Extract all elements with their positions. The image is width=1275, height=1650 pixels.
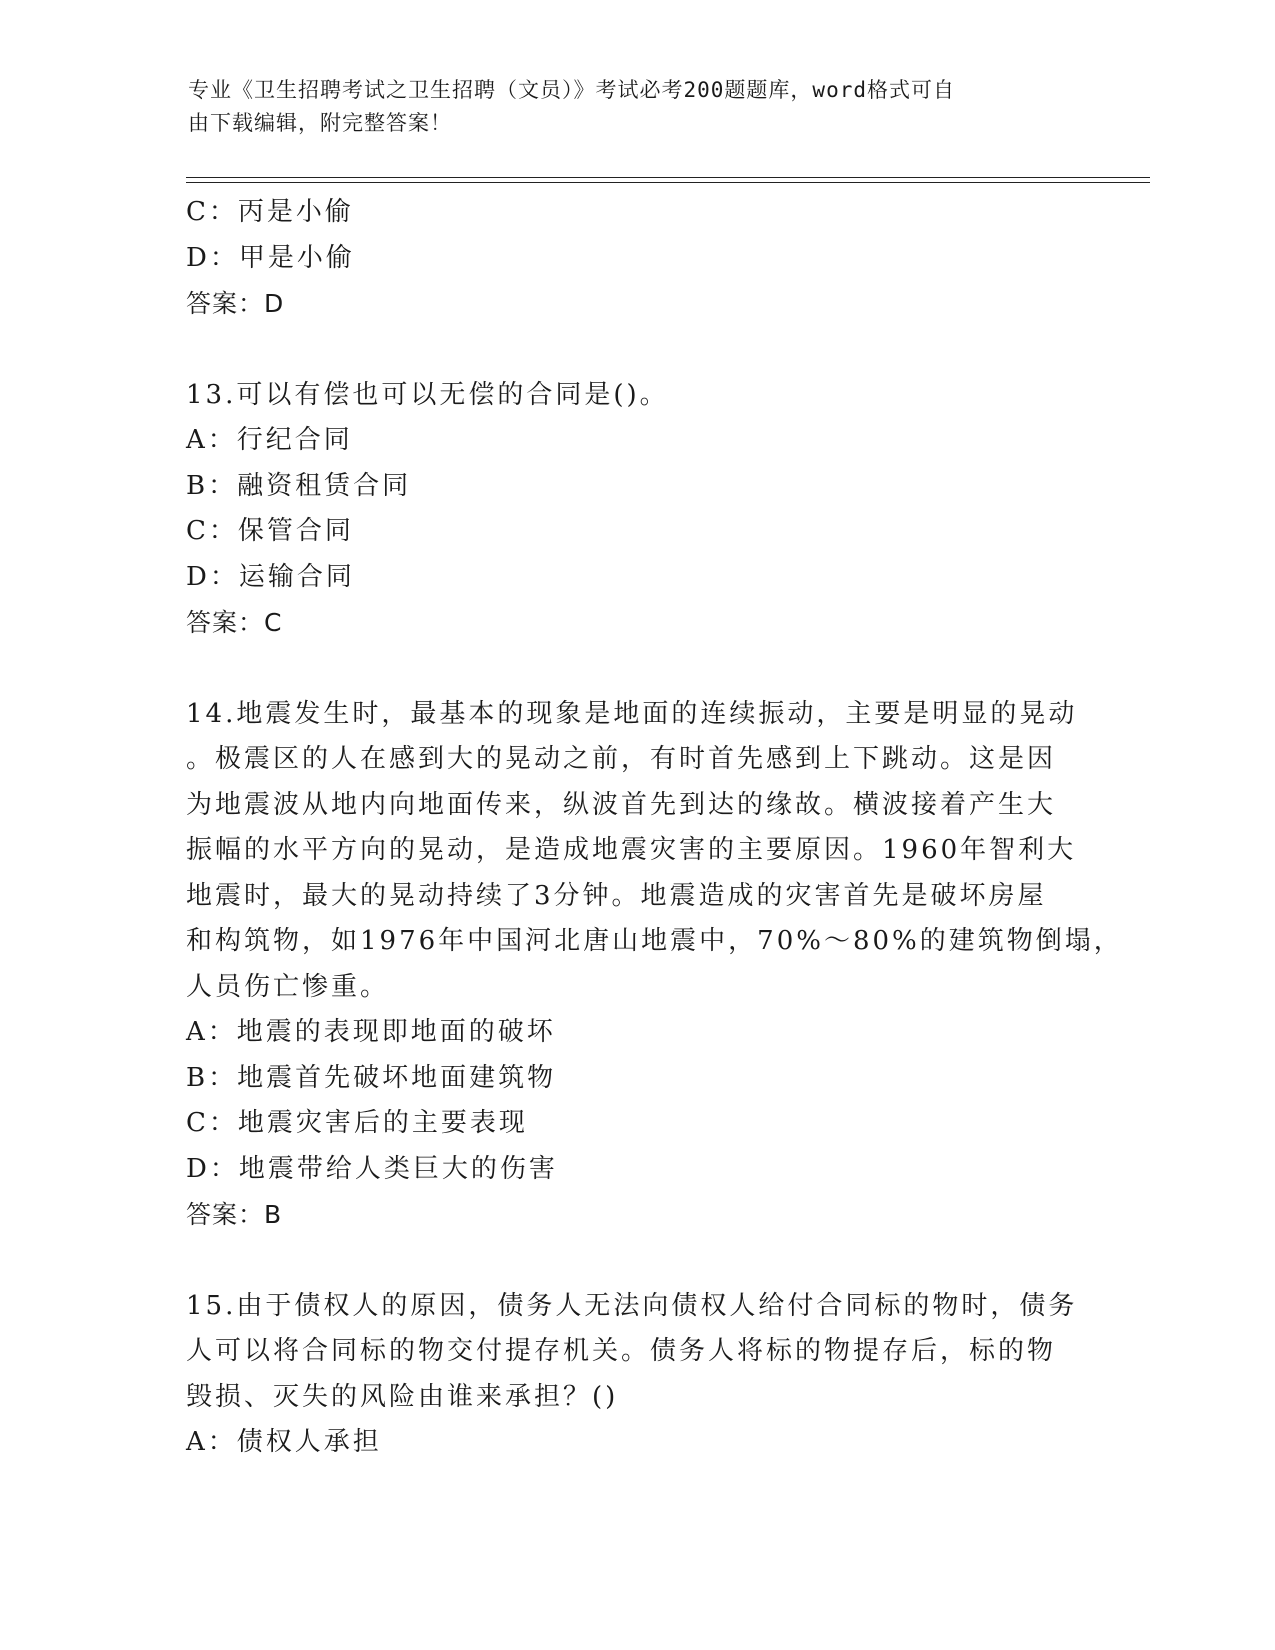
spacer (186, 646, 1076, 692)
header-divider-top (186, 177, 1150, 178)
q13-option-c: C：保管合同 (186, 516, 354, 546)
spacer (186, 1238, 1076, 1284)
q14-question-line: 地震时，最大的晃动持续了3分钟。地震造成的灾害首先是破坏房屋 (186, 880, 1047, 911)
q15-question-line: 15.由于债权人的原因，债务人无法向债权人给付合同标的物时，债务 (186, 1290, 1078, 1321)
header-line-2: 由下载编辑，附完整答案！ (188, 111, 452, 135)
q13-option-b: B：融资租赁合同 (186, 470, 412, 501)
q14-question-line: 振幅的水平方向的晃动，是造成地震灾害的主要原因。1960年智利大 (186, 835, 1077, 865)
header-line-1: 专业《卫生招聘考试之卫生招聘（文员）》考试必考200题题库，word格式可自 (188, 78, 955, 102)
q14-answer: 答案：B (186, 1200, 283, 1229)
q14-option-a: A：地震的表现即地面的破坏 (186, 1017, 556, 1047)
prev-option-d: D：甲是小偷 (186, 242, 355, 273)
q14-question-line: 人员伤亡惨重。 (186, 971, 390, 1002)
q14-question-line: 和构筑物，如1976年中国河北唐山地震中，70%～80%的建筑物倒塌， (186, 926, 1123, 956)
q15-question-line: 人可以将合同标的物交付提存机关。债务人将标的物提存后，标的物 (186, 1336, 1057, 1366)
q15-question-line: 毁损、灭失的风险由谁来承担？() (186, 1381, 619, 1412)
prev-option-c: C：丙是小偷 (186, 197, 354, 227)
q14-option-c: C：地震灾害后的主要表现 (186, 1108, 528, 1138)
q13-option-a: A：行纪合同 (186, 425, 353, 455)
q13-question: 13.可以有偿也可以无偿的合同是()。 (186, 379, 669, 410)
q13-answer: 答案：C (186, 608, 283, 637)
header-divider-bottom (186, 182, 1150, 183)
q13-option-d: D：运输合同 (186, 561, 355, 592)
document-header (188, 74, 1068, 140)
q14-question-line: 14.地震发生时，最基本的现象是地面的连续振动，主要是明显的晃动 (186, 698, 1078, 729)
document-body (186, 190, 1123, 1466)
q15-option-a: A：债权人承担 (186, 1427, 382, 1457)
q14-option-d: D：地震带给人类巨大的伤害 (186, 1153, 558, 1184)
prev-answer: 答案：D (186, 289, 285, 318)
spacer (186, 327, 1076, 373)
q14-question-line: 为地震波从地内向地面传来，纵波首先到达的缘故。横波接着产生大 (186, 789, 1057, 820)
q14-option-b: B：地震首先破坏地面建筑物 (186, 1062, 557, 1093)
q14-question-line: 。极震区的人在感到大的晃动之前，有时首先感到上下跳动。这是因 (186, 744, 1057, 774)
